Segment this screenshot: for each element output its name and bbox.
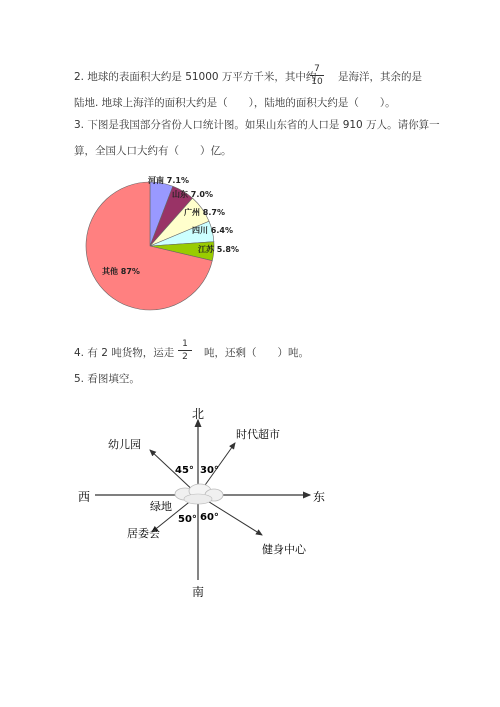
center-label: 绿地 xyxy=(150,500,172,513)
q4-part1: 4. 有 2 吨货物，运走 xyxy=(74,347,175,359)
supermarket-label: 时代超市 xyxy=(236,428,280,441)
q3-line1: 3. 下图是我国部分省份人口统计图。如果山东省的人口是 910 万人。请你算一 xyxy=(74,119,440,131)
east-label: 东 xyxy=(313,490,326,504)
q2-line1-part2: 是海洋，其余的是 xyxy=(338,71,422,83)
angle-nw: 45° xyxy=(175,465,194,476)
pie-label-2: 广州 8.7% xyxy=(184,208,225,217)
angle-ne: 30° xyxy=(200,465,219,476)
pie-label-3: 四川 6.4% xyxy=(192,226,233,235)
q2-line1-part1: 2. 地球的表面积大约是 51000 万平方千米，其中约 xyxy=(74,71,317,83)
pie-label-0: 河南 7.1% xyxy=(148,176,189,185)
q4-part2: 吨，还剩（ ）吨。 xyxy=(204,347,309,359)
q4-fraction-denominator: 2 xyxy=(182,352,188,362)
pie-label-5: 其他 87% xyxy=(102,267,140,276)
angle-sw: 50° xyxy=(178,514,197,525)
q2-line2: 陆地. 地球上海洋的面积大约是（ ），陆地的面积大约是（ ）。 xyxy=(74,97,396,109)
kindergarten-label: 幼儿园 xyxy=(108,438,141,451)
q5-title: 5. 看图填空。 xyxy=(74,373,140,385)
q2-fraction-numerator: 7 xyxy=(314,64,320,74)
pie-label-4: 江苏 5.8% xyxy=(198,245,239,254)
q4-fraction-numerator: 1 xyxy=(182,339,188,349)
green-space-icon xyxy=(175,484,223,504)
q3-line2: 算，全国人口大约有（ ）亿。 xyxy=(74,145,232,157)
fitness-center-label: 健身中心 xyxy=(262,543,306,556)
north-label: 北 xyxy=(192,407,205,421)
pie-label-1: 山东 7.0% xyxy=(172,190,213,199)
west-label: 西 xyxy=(78,490,91,504)
committee-label: 居委会 xyxy=(127,527,160,540)
angle-se: 60° xyxy=(200,512,219,523)
q2-fraction-denominator: 10 xyxy=(311,77,323,87)
south-label: 南 xyxy=(192,585,205,599)
